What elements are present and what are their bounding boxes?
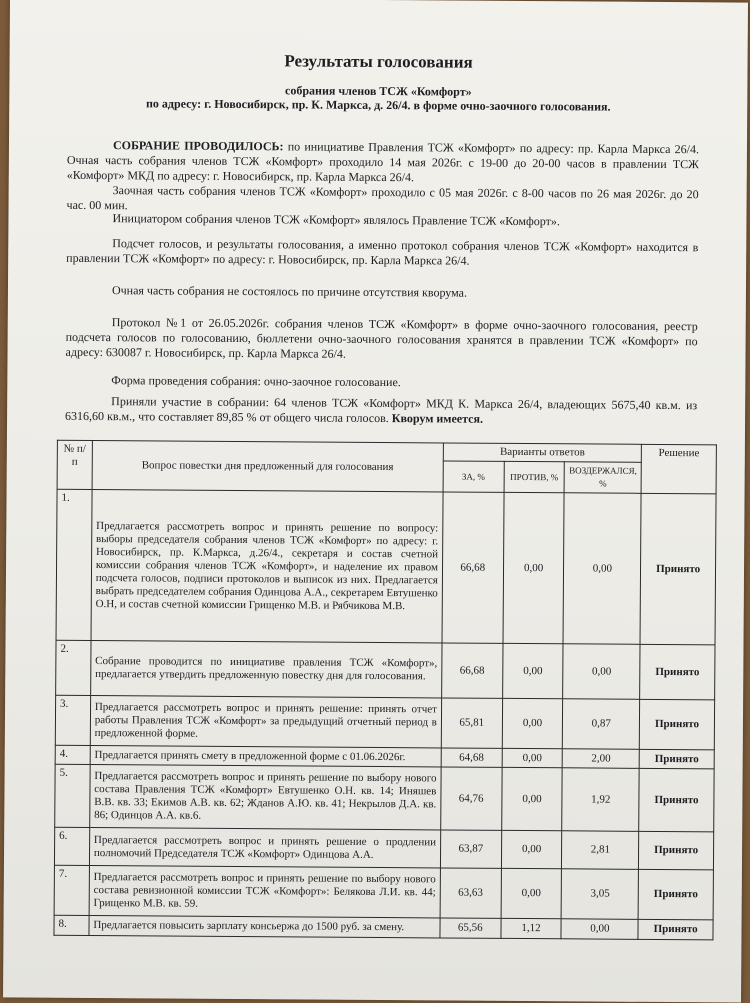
paragraph-lead: СОБРАНИЕ ПРОВОДИЛОСЬ: (112, 138, 284, 154)
table-row (54, 915, 713, 940)
row-for-percent: 66,68 (442, 643, 503, 698)
row-decision: Принято (639, 699, 714, 750)
document-title: Результаты голосования (284, 51, 473, 72)
row-against-percent: 0,00 (501, 767, 562, 830)
row-decision: Принято (640, 493, 716, 645)
document-page (3, 0, 748, 1003)
table-row (55, 695, 714, 750)
row-for-percent: 64,68 (441, 748, 502, 767)
row-question: Предлагается рассмотреть вопрос и принять решение по выбору нового состава ревизионной комиссии ТСЖ «Комфорт»: Белякова Л.И. кв. 44; Грищенко М.В. кв. 59. (89, 865, 440, 917)
row-for-percent: 64,76 (441, 767, 502, 830)
row-number: 6. (54, 827, 89, 865)
row-question: Предлагается рассмотреть вопрос и принять решение по выбору нового состава Правления ТСЖ «Комфорт» Евтушенко О.Н. кв. 14; Иняшев В.В. кв. 33; Екимов А.В. кв. 62; Жданов А.Ю. кв. 41; Некрылов Д.А. кв. 86; Одинцов А.А. кв.6. (90, 765, 442, 830)
row-question: Предлагается рассмотреть вопрос и принять решение: принять отчет работы Правления ТСЖ «Комфорт» за предыдущий отчетный период в предложенной форме. (90, 696, 441, 748)
row-decision: Принято (639, 831, 714, 870)
row-number: 4. (55, 745, 90, 764)
table-row (54, 865, 713, 920)
row-against-percent: 1,12 (501, 918, 562, 938)
row-abstain-percent: 0,87 (563, 699, 640, 750)
row-decision: Принято (639, 749, 714, 769)
paragraph-text: Подсчет голосов, и результаты голосования, а именно протокол собрания членов ТСЖ «Комфорт» находится в правлении ТСЖ «Комфорт» по адресу: г. Новосибирск, пр. Карла Маркса 26/4. (66, 236, 699, 268)
header-answers: Варианты ответов (443, 443, 641, 462)
row-decision: Принято (638, 919, 713, 940)
row-abstain-percent: 1,92 (562, 768, 639, 832)
header-abstain: ВОЗДЕРЖАЛСЯ, % (565, 462, 642, 494)
row-for-percent: 65,81 (441, 698, 502, 748)
row-decision: Принято (638, 869, 713, 920)
row-against-percent: 0,00 (503, 492, 565, 643)
row-against-percent: 0,00 (502, 643, 563, 698)
table-row (56, 640, 715, 700)
row-question: Собрание проводится по инициативе правления ТСЖ «Комфорт», предлагается утвердить предложенную повестку дня для голосования. (90, 641, 441, 698)
paragraph-meeting-held (67, 138, 700, 217)
row-question: Предлагается принять смету в предложенной форме с 01.06.2026г. (90, 746, 441, 767)
document-address: по адресу: г. Новосибирск, пр. К. Маркса, д. 26/4. в форме очно-заочного голосования. (145, 96, 611, 114)
document-subtitle: собрания членов ТСЖ «Комфорт» (285, 83, 472, 99)
row-number: 7. (54, 865, 89, 915)
row-question: Предлагается повысить зарплату консьержа до 1500 руб. за смену. (89, 915, 440, 937)
paragraph-text: Инициатором собрания членов ТСЖ «Комфорт» являлось Правление ТСЖ «Комфорт». (112, 211, 560, 229)
row-abstain-percent: 2,81 (562, 831, 639, 870)
paragraph-protocol (65, 315, 697, 364)
row-for-percent: 63,63 (440, 868, 501, 918)
row-number: 1. (56, 489, 92, 640)
paragraph-no-quorum (66, 283, 698, 302)
paragraph-initiator (66, 211, 698, 230)
row-abstain-percent: 0,00 (561, 919, 638, 940)
table-row (55, 764, 714, 832)
row-question: Предлагается рассмотреть вопрос и принять решение по вопросу: выборы председателя собрания членов ТСЖ «Комфорт» по адресу: г. Новосибирск, пр. К.Маркса, д.26/4., секретаря и состав счетной комиссии собрания членов ТСЖ «Комфорт», и наделение их правом подсчета голосов, подписи протоколов и выписок из них. Предлагается выбрать председателем собрания Одинцова А.А., секретарем Евтушенко О.Н, и состав счетной комиссии Грищенко М.В. и Рябчикова М.В. (91, 490, 443, 643)
row-against-percent: 0,00 (501, 868, 562, 918)
row-number: 8. (54, 915, 89, 935)
header-question: Вопрос повестки дня предложенный для голосования (92, 441, 443, 492)
table-row (54, 827, 713, 870)
paragraph-text: Приняли участие в собрании: 64 членов ТСЖ «Комфорт» МКД К. Маркса 26/4, владеющих 5675,40 кв.м. из 6316,60 кв.м., что составляет 89,85 % от общего числа голосов. (65, 394, 698, 426)
paragraph-text: Очная часть собрания не состоялось по причине отсутствия кворума. (111, 283, 468, 300)
row-number: 3. (55, 695, 90, 745)
row-abstain-percent: 0,00 (563, 493, 641, 645)
paragraph-text: по инициативе Правления ТСЖ «Комфорт» по адресу: пр. Карла Маркса 26/4. Очная часть собрания членов ТСЖ «Комфорт» проходило 14 мая 2026г. с 19-00 до 20-00 часов в правлении ТСЖ «Комфорт» МКД по адресу: г. Новосибирск, пр. Карла Маркса 26/4. (66, 139, 700, 185)
row-number: 5. (55, 764, 90, 827)
paragraph-vote-count (66, 236, 698, 270)
header-num: № п/п (57, 440, 92, 489)
row-question: Предлагается рассмотреть вопрос и принять решение о продлении полномочий Председателя ТСЖ «Комфорт» Одинцова А.А. (89, 827, 440, 867)
row-against-percent: 0,00 (501, 830, 562, 868)
quorum-statement: Кворум имеется. (391, 411, 484, 426)
row-number: 2. (56, 640, 91, 695)
row-for-percent: 65,56 (440, 918, 501, 938)
row-abstain-percent: 3,05 (562, 869, 639, 920)
paragraph-participants (65, 394, 697, 428)
row-abstain-percent: 0,00 (563, 644, 640, 700)
row-for-percent: 66,68 (442, 492, 504, 643)
paragraph-absentee-part: Заочная часть собрания членов ТСЖ «Комфорт» проходило с 05 мая 2026г. с 8-00 часов по 26 мая 2026г. до 20 час. 00 мин. (66, 183, 699, 213)
paragraph-text: Протокол №1 от 26.05.2026г. собрания членов ТСЖ «Комфорт» в форме очно-заочного голосования, реестр подсчета голосов по голосованию, бюллетени очно-заочного голосования хранятся в правлении ТСЖ «Комфорт» по адресу: 630087 г. Новосибирск, пр. Карла Маркса 26/4. (65, 315, 698, 361)
paragraph-text: Форма проведения собрания: очно-заочное голосование. (111, 373, 401, 390)
row-decision: Принято (639, 768, 714, 832)
row-abstain-percent: 2,00 (563, 749, 640, 769)
header-for: ЗА, % (443, 461, 504, 492)
voting-results-table (53, 440, 716, 941)
row-decision: Принято (640, 644, 715, 700)
row-for-percent: 63,87 (440, 830, 501, 868)
header-decision: Решение (641, 444, 716, 494)
row-against-percent: 0,00 (502, 748, 563, 767)
header-against: ПРОТИВ, % (504, 461, 565, 492)
paragraph-form (65, 373, 697, 392)
table-row (56, 489, 716, 645)
row-against-percent: 0,00 (502, 698, 563, 748)
